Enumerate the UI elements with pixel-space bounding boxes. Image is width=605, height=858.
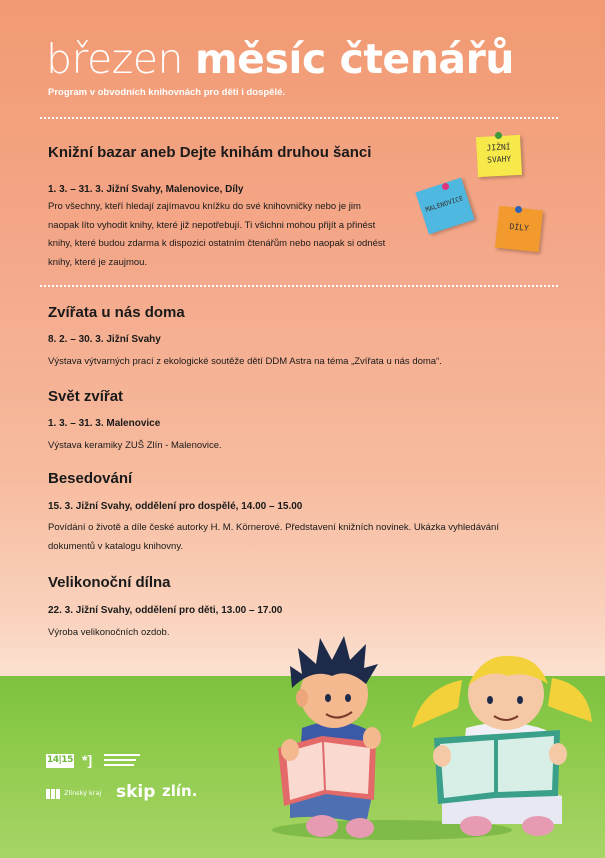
description-line: knihy, které je zaujmou.	[48, 256, 148, 268]
description-line: Výstava výtvarných prací z ekologické soutěže dětí DDM Astra na téma „Zvířata u nás doma“.	[48, 356, 442, 367]
event-date: 15. 3. Jižní Svahy, oddělení pro dospělé, 14.00 – 15.00	[48, 501, 303, 512]
description-line: dokumentů v katalogu knihovny.	[48, 540, 184, 552]
note-text: MALENOVICE	[424, 194, 465, 214]
note-text: JIŽNÍ	[486, 142, 511, 153]
kraj-text: Zlínský kraj	[64, 789, 102, 797]
event-description	[48, 198, 385, 272]
event-heading: Velikonoční dílna	[48, 574, 171, 591]
library-logo-icon: *]	[82, 752, 142, 772]
zlin-logo: zlín.	[162, 782, 198, 800]
event-description	[48, 519, 499, 556]
pin-icon	[515, 206, 522, 213]
description-line: naopak líto vyhodit knihy, které již nepotřebují. Ti všichni mohou přijít a přinést	[48, 219, 376, 231]
description-line: knihy, které budou zdarma k dispozici ostatním čtenářům nebo naopak si odnést	[48, 238, 386, 249]
description-line: Povídání o životě a díle české autorky H. M. Körnerové. Představení knižních novinek. Ukázka vyhledávání	[48, 522, 499, 533]
title-thin: březen	[46, 35, 183, 83]
kraj-icon	[46, 789, 60, 799]
description-line: Výroba velikonočních ozdob.	[48, 627, 170, 638]
event-description	[48, 624, 169, 643]
pin-icon	[495, 132, 502, 139]
reading-children-illustration	[262, 618, 592, 846]
note-text: SVAHY	[486, 154, 512, 165]
page-title	[46, 32, 514, 85]
description-line: Výstava keramiky ZUŠ Zlín - Malenovice.	[48, 440, 222, 451]
event-date: 1. 3. – 31. 3. Malenovice	[48, 418, 161, 429]
event-heading: Svět zvířat	[48, 388, 124, 405]
event-description	[48, 353, 442, 372]
sticky-note-jizni-svahy	[476, 135, 522, 177]
divider	[40, 285, 558, 287]
title-bold: měsíc čtenářů	[194, 35, 514, 83]
page-subtitle: Program v obvodních knihovnách pro děti i dospělé.	[48, 87, 286, 98]
event-date: 1. 3. – 31. 3. Jižní Svahy, Malenovice, Díly	[48, 184, 244, 195]
girl-figure	[412, 656, 592, 836]
logo-1415-text: 14|15	[47, 755, 73, 765]
pin-icon	[442, 183, 449, 190]
logo-1415	[46, 754, 74, 768]
event-heading: Zvířata u nás doma	[48, 304, 185, 321]
description-line: Pro všechny, kteří hledají zajímavou knížku do své knihovničky nebo je jim	[48, 201, 361, 212]
event-description	[48, 437, 222, 456]
event-date: 8. 2. – 30. 3. Jižní Svahy	[48, 334, 161, 345]
skip-logo: skip	[116, 782, 156, 802]
note-text: DÍLY	[509, 222, 530, 233]
boy-figure	[278, 636, 381, 838]
event-date: 22. 3. Jižní Svahy, oddělení pro děti, 13.00 – 17.00	[48, 605, 283, 616]
event-heading: Knižní bazar aneb Dejte knihám druhou šanci	[48, 144, 372, 161]
divider	[40, 117, 558, 119]
event-heading: Besedování	[48, 470, 133, 487]
